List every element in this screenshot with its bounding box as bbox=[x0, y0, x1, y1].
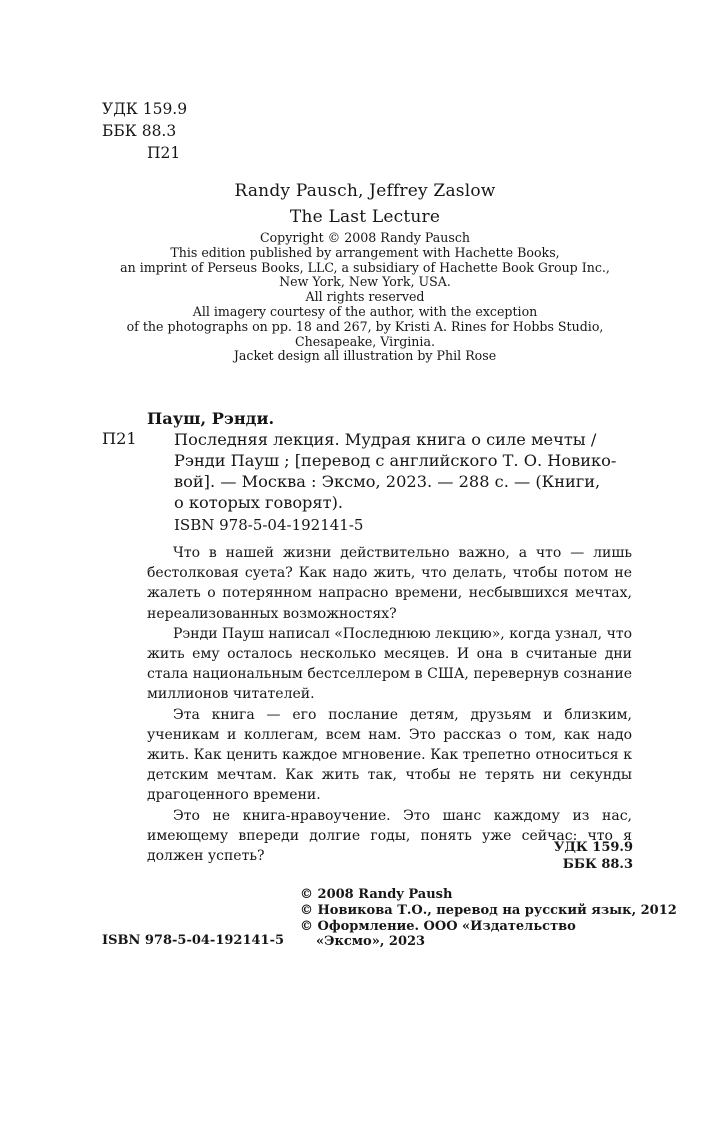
original-authors: Randy Pausch, Jeffrey Zaslow bbox=[234, 181, 496, 201]
footer-isbn: ISBN 978-5-04-192141-5 bbox=[102, 933, 285, 948]
copyright-line: Chesapeake, Virginia. bbox=[295, 333, 435, 349]
annotation-paragraph: Эта книга — его послание детям, друзьям и близким, ученикам и коллегам, всем нам. Это рассказ о том, как надо жить. Как ценить каждое мгновение. Как трепетно относиться к детским мечтам. Как жить так, чтобы не терять ни секунды драгоценного времени. bbox=[147, 706, 632, 804]
copyright-line: Jacket design all illustration by Phil Rose bbox=[233, 348, 497, 364]
annotation-paragraph: Это не книга-нравоучение. Это шанс каждому из нас, имеющему впереди долгие годы, понять уже сейчас: что я должен успеть? bbox=[147, 807, 632, 865]
record-line: вой]. — Москва : Эксмо, 2023. — 288 с. — (Книги, bbox=[174, 472, 601, 491]
copyright-line: All imagery courtesy of the author, with the exception bbox=[192, 303, 538, 319]
right-bbk-code: ББК 88.3 bbox=[562, 857, 633, 872]
record-line: Рэнди Пауш ; [перевод с английского Т. О. Новико- bbox=[174, 451, 617, 470]
footer-copyright-line: © Оформление. ООО «Издательство bbox=[300, 918, 576, 934]
copyright-line: New York, New York, USA. bbox=[279, 274, 451, 290]
record-description bbox=[174, 429, 632, 513]
copyright-line: Copyright © 2008 Randy Pausch bbox=[259, 230, 471, 245]
record-author-heading: Пауш, Рэнди. bbox=[147, 409, 275, 428]
original-copyright bbox=[100, 231, 630, 364]
copyright-line: of the photographs on pp. 18 and 267, by Kristi A. Rines for Hobbs Studio, bbox=[126, 318, 604, 334]
annotation-paragraph: Рэнди Пауш написал «Последнюю лекцию», когда узнал, что жить ему осталось несколько месяцев. И она в считаные дни стала национальным бестселлером в США, перевернув сознание миллионов читателей. bbox=[147, 625, 632, 703]
footer-copyright bbox=[300, 887, 677, 950]
footer-copyright-line: © Новикова Т.О., перевод на русский язык, 2012 bbox=[300, 902, 677, 918]
copyright-line: an imprint of Perseus Books, LLC, a subsidiary of Hachette Book Group Inc., bbox=[120, 259, 610, 275]
original-title: The Last Lecture bbox=[289, 207, 441, 227]
copyright-line: This edition published by arrangement with Hachette Books, bbox=[170, 244, 560, 260]
record-line: о которых говорят). bbox=[174, 493, 344, 512]
annotation-paragraph: Что в нашей жизни действительно важно, а что — лишь бестолковая суета? Как надо жить, что делать, чтобы потом не жалеть о потерянном напрасно времени, несбывшихся мечтах, нереализованных возможностях? bbox=[147, 545, 632, 622]
copyright-line: All rights reserved bbox=[305, 289, 425, 305]
record-index-mark: П21 bbox=[102, 429, 137, 448]
record-line: Последняя лекция. Мудрая книга о силе мечты / bbox=[174, 430, 597, 449]
annotation bbox=[147, 543, 632, 866]
author-mark: П21 bbox=[147, 144, 181, 162]
right-udk-code: УДК 159.9 bbox=[553, 840, 633, 855]
bbk-code: ББК 88.3 bbox=[102, 122, 177, 140]
footer-copyright-line: © 2008 Randy Paush bbox=[300, 887, 453, 902]
record-isbn: ISBN 978-5-04-192141-5 bbox=[174, 516, 364, 534]
footer-copyright-line: «Эксмо», 2023 bbox=[316, 934, 426, 950]
udk-code: УДК 159.9 bbox=[102, 100, 188, 118]
